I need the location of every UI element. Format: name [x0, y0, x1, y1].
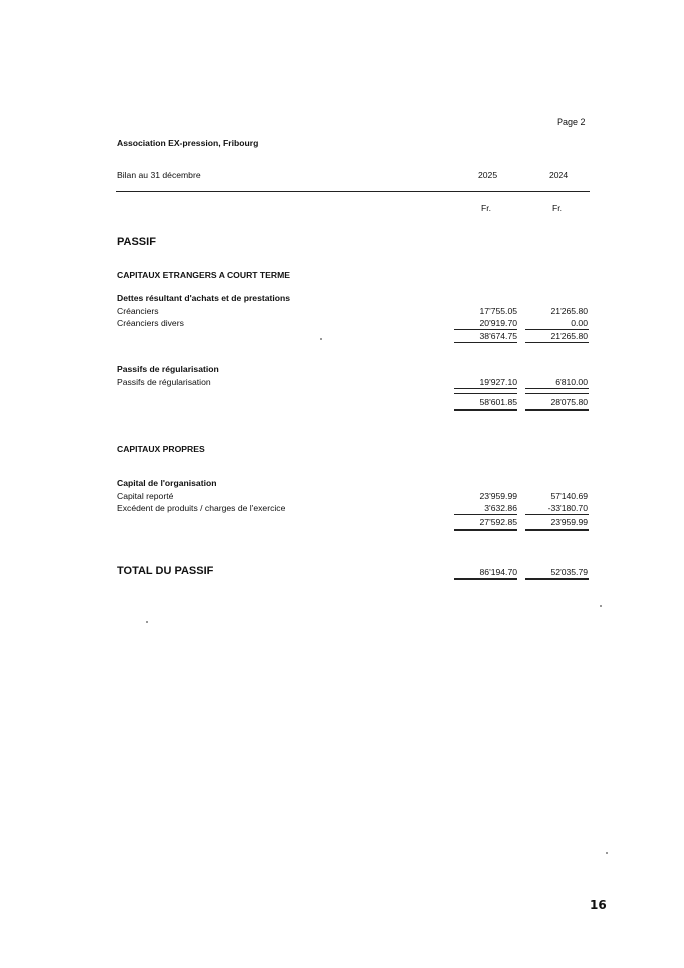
section-short-term-liabilities: CAPITAUX ETRANGERS A COURT TERME — [117, 270, 290, 280]
page-label: Page 2 — [557, 117, 586, 127]
value-2024: -33'180.70 — [547, 503, 588, 513]
value-2024: 57'140.69 — [550, 491, 588, 501]
currency-2024: Fr. — [552, 203, 563, 213]
value-2025: 3'632.86 — [484, 503, 517, 513]
footer-page-number: 16 — [590, 898, 607, 912]
total-short-term-2024: 28'075.80 — [550, 397, 588, 407]
subtotal-rule — [525, 342, 589, 343]
scan-speck — [320, 338, 322, 340]
grand-total-2025: 86'194.70 — [479, 567, 517, 577]
subsection-debts: Dettes résultant d'achats et de prestations — [117, 293, 291, 303]
subtotal-rule — [454, 329, 517, 330]
subtotal-2025: 38'674.75 — [479, 331, 517, 341]
subtotal-double-rule — [454, 529, 517, 531]
statement-title: Bilan au 31 décembre — [117, 170, 201, 180]
subtotal-rule — [525, 514, 589, 515]
grand-total-double-rule — [525, 578, 589, 580]
subtotal-double-rule — [525, 529, 589, 531]
value-2024: 0.00 — [571, 318, 588, 328]
total-double-rule — [454, 409, 517, 411]
total-rule — [525, 393, 589, 394]
value-2025: 20'919.70 — [479, 318, 517, 328]
scan-speck — [606, 852, 608, 854]
header-divider — [116, 191, 590, 192]
row-label: Capital reporté — [117, 491, 174, 501]
year-2025-header: 2025 — [478, 170, 498, 180]
value-2025: 17'755.05 — [479, 306, 517, 316]
subtotal-2024: 21'265.80 — [550, 331, 588, 341]
value-2024: 6'810.00 — [555, 377, 588, 387]
scan-speck — [146, 621, 148, 623]
scan-speck — [600, 605, 602, 607]
subsection-capital: Capital de l'organisation — [117, 478, 217, 488]
row-label: Créanciers — [117, 306, 159, 316]
row-label: Créanciers divers — [117, 318, 184, 328]
value-2024: 21'265.80 — [550, 306, 588, 316]
row-label: Excédent de produits / charges de l'exercice — [117, 503, 286, 513]
subtotal-2024: 23'959.99 — [550, 517, 588, 527]
total-rule — [525, 388, 589, 389]
value-2025: 23'959.99 — [479, 491, 517, 501]
subsection-accruals: Passifs de régularisation — [117, 364, 219, 374]
total-rule — [454, 388, 517, 389]
year-2024-header: 2024 — [549, 170, 569, 180]
grand-total-label: TOTAL DU PASSIF — [117, 565, 214, 577]
section-title-passif: PASSIF — [117, 236, 156, 248]
subtotal-rule — [454, 514, 517, 515]
total-double-rule — [525, 409, 589, 411]
grand-total-2024: 52'035.79 — [550, 567, 588, 577]
subtotal-rule — [454, 342, 517, 343]
section-equity: CAPITAUX PROPRES — [117, 444, 205, 454]
row-label: Passifs de régularisation — [117, 377, 211, 387]
total-short-term-2025: 58'601.85 — [479, 397, 517, 407]
subtotal-2025: 27'592.85 — [479, 517, 517, 527]
currency-2025: Fr. — [481, 203, 492, 213]
value-2025: 19'927.10 — [479, 377, 517, 387]
subtotal-rule — [525, 329, 589, 330]
organization-name: Association EX-pression, Fribourg — [117, 138, 259, 148]
total-rule — [454, 393, 517, 394]
grand-total-double-rule — [454, 578, 517, 580]
